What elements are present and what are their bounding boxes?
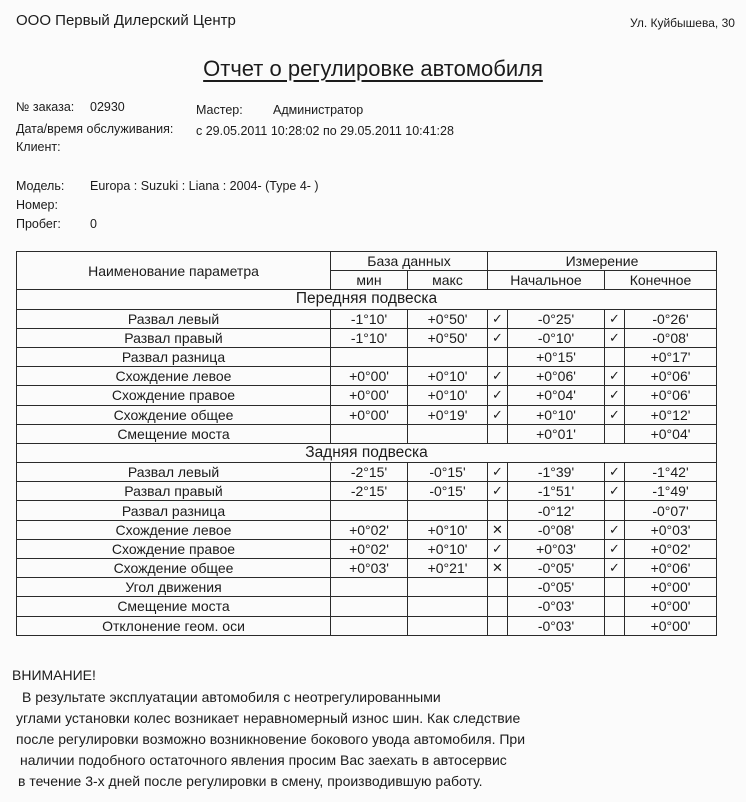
check-icon: ✓ [605,405,625,424]
final-header: Конечное [605,271,717,290]
section-title: Задняя подвеска [17,443,717,462]
min-value: +0°00' [331,367,408,386]
check-icon: ✓ [488,539,508,558]
initial-value: +0°03' [508,539,605,558]
table-row [17,347,717,366]
check-icon [605,616,625,635]
final-value: +0°06' [625,559,717,578]
max-value: +0°50' [408,309,488,328]
section-title: Передняя подвеска [17,290,717,309]
min-value: +0°00' [331,405,408,424]
section-row [17,443,717,462]
mileage-value: 0 [90,217,97,231]
cross-icon: ✕ [488,559,508,578]
max-value: +0°21' [408,559,488,578]
initial-value: -0°05' [508,578,605,597]
table-row [17,463,717,482]
table-row [17,367,717,386]
min-value: -2°15' [331,463,408,482]
min-value [331,501,408,520]
max-value [408,424,488,443]
initial-header: Начальное [488,271,605,290]
param-name: Схождение общее [17,559,331,578]
check-icon: ✓ [488,367,508,386]
param-name: Развал левый [17,309,331,328]
final-value: +0°06' [625,367,717,386]
table-row [17,405,717,424]
initial-value: -0°08' [508,520,605,539]
check-icon: ✓ [488,328,508,347]
max-value: +0°10' [408,539,488,558]
check-icon: ✓ [605,539,625,558]
param-name: Развал правый [17,482,331,501]
check-icon [605,347,625,366]
min-value: -2°15' [331,482,408,501]
check-icon: ✓ [605,367,625,386]
param-name: Развал правый [17,328,331,347]
check-icon: ✓ [488,386,508,405]
table-row [17,539,717,558]
max-value [408,616,488,635]
check-icon [488,578,508,597]
section-row [17,290,717,309]
min-value: +0°02' [331,520,408,539]
table-row [17,520,717,539]
min-value: -1°10' [331,328,408,347]
table-row [17,597,717,616]
table-row [17,424,717,443]
check-icon: ✓ [605,559,625,578]
mileage-label: Пробег: [16,217,61,231]
master-label: Мастер: [196,103,243,117]
min-value: -1°10' [331,309,408,328]
max-value: +0°10' [408,520,488,539]
number-label: Номер: [16,198,58,212]
check-icon: ✓ [605,309,625,328]
company-name: ООО Первый Дилерский Центр [16,12,236,29]
check-icon: ✓ [488,463,508,482]
param-name: Схождение правое [17,539,331,558]
warning-line: наличии подобного остаточного явления просим Вас заехать в автосервис [20,752,507,768]
warning-line: В результате эксплуатации автомобиля с неотрегулированными [22,689,441,705]
page-title: Отчет о регулировке автомобиля [203,56,543,81]
model-label: Модель: [16,179,65,193]
initial-value: +0°15' [508,347,605,366]
warning-line: в течение 3-х дней после регулировки в смену, производившую работу. [18,773,483,789]
param-name: Схождение левое [17,367,331,386]
table-row [17,501,717,520]
check-icon [488,424,508,443]
final-value: +0°06' [625,386,717,405]
min-value [331,424,408,443]
initial-value: +0°06' [508,367,605,386]
min-header: мин [331,271,408,290]
initial-value: -0°25' [508,309,605,328]
final-value: +0°00' [625,597,717,616]
model-value: Europa : Suzuki : Liana : 2004- (Type 4- ) [90,179,319,193]
table-row [17,386,717,405]
max-value [408,578,488,597]
client-label: Клиент: [16,140,61,154]
final-value: -0°26' [625,309,717,328]
initial-value: +0°04' [508,386,605,405]
check-icon [605,424,625,443]
initial-value: -1°39' [508,463,605,482]
min-value [331,616,408,635]
final-value: +0°17' [625,347,717,366]
check-icon [488,597,508,616]
cross-icon: ✕ [488,520,508,539]
parameters-table-body [17,252,717,636]
check-icon: ✓ [605,463,625,482]
final-value: +0°04' [625,424,717,443]
initial-value: -1°51' [508,482,605,501]
check-icon: ✓ [605,386,625,405]
max-value: +0°50' [408,328,488,347]
final-value: +0°12' [625,405,717,424]
max-value [408,501,488,520]
table-row [17,482,717,501]
initial-value: -0°12' [508,501,605,520]
datetime-value: с 29.05.2011 10:28:02 по 29.05.2011 10:41:28 [196,124,454,138]
final-value: +0°00' [625,616,717,635]
datetime-label: Дата/время обслуживания: [16,122,174,136]
min-value [331,578,408,597]
param-name: Смещение моста [17,424,331,443]
order-value: 02930 [90,100,125,114]
table-row [17,578,717,597]
table-header-row [17,252,717,271]
min-value [331,597,408,616]
master-value: Администратор [273,103,364,117]
final-value: -0°07' [625,501,717,520]
param-name: Схождение левое [17,520,331,539]
initial-value: +0°01' [508,424,605,443]
min-value: +0°03' [331,559,408,578]
param-name: Схождение общее [17,405,331,424]
param-name: Развал левый [17,463,331,482]
initial-value: -0°05' [508,559,605,578]
max-value: -0°15' [408,482,488,501]
initial-value: -0°03' [508,616,605,635]
check-icon: ✓ [605,520,625,539]
table-row [17,309,717,328]
initial-value: -0°03' [508,597,605,616]
min-value: +0°00' [331,386,408,405]
check-icon: ✓ [488,405,508,424]
database-header: База данных [331,252,488,271]
company-address: Ул. Куйбышева, 30 [630,16,735,30]
final-value: +0°00' [625,578,717,597]
table-row [17,328,717,347]
table-row [17,616,717,635]
check-icon [488,501,508,520]
final-value: -1°42' [625,463,717,482]
param-name: Схождение правое [17,386,331,405]
check-icon [488,616,508,635]
check-icon [488,347,508,366]
param-name: Угол движения [17,578,331,597]
warning-line: углами установки колес возникает неравномерный износ шин. Как следствие [16,710,521,726]
order-label: № заказа: [16,100,75,114]
max-value: -0°15' [408,463,488,482]
check-icon: ✓ [488,482,508,501]
measurement-header: Измерение [488,252,717,271]
param-name: Смещение моста [17,597,331,616]
check-icon: ✓ [488,309,508,328]
check-icon: ✓ [605,482,625,501]
max-value [408,597,488,616]
initial-value: -0°10' [508,328,605,347]
warning-title: ВНИМАНИЕ! [12,667,96,683]
initial-value: +0°10' [508,405,605,424]
warning-line: после регулировки возможно возникновение бокового увода автомобиля. При [16,731,526,747]
param-name: Развал разница [17,501,331,520]
max-value: +0°19' [408,405,488,424]
param-name: Развал разница [17,347,331,366]
parameters-table [16,251,717,636]
check-icon: ✓ [605,328,625,347]
max-value [408,347,488,366]
final-value: +0°03' [625,520,717,539]
final-value: -0°08' [625,328,717,347]
check-icon [605,597,625,616]
max-value: +0°10' [408,386,488,405]
max-header: макс [408,271,488,290]
table-row [17,559,717,578]
min-value [331,347,408,366]
min-value: +0°02' [331,539,408,558]
param-name: Отклонение геом. оси [17,616,331,635]
check-icon [605,578,625,597]
max-value: +0°10' [408,367,488,386]
check-icon [605,501,625,520]
final-value: +0°02' [625,539,717,558]
final-value: -1°49' [625,482,717,501]
param-name-header: Наименование параметра [17,252,331,290]
